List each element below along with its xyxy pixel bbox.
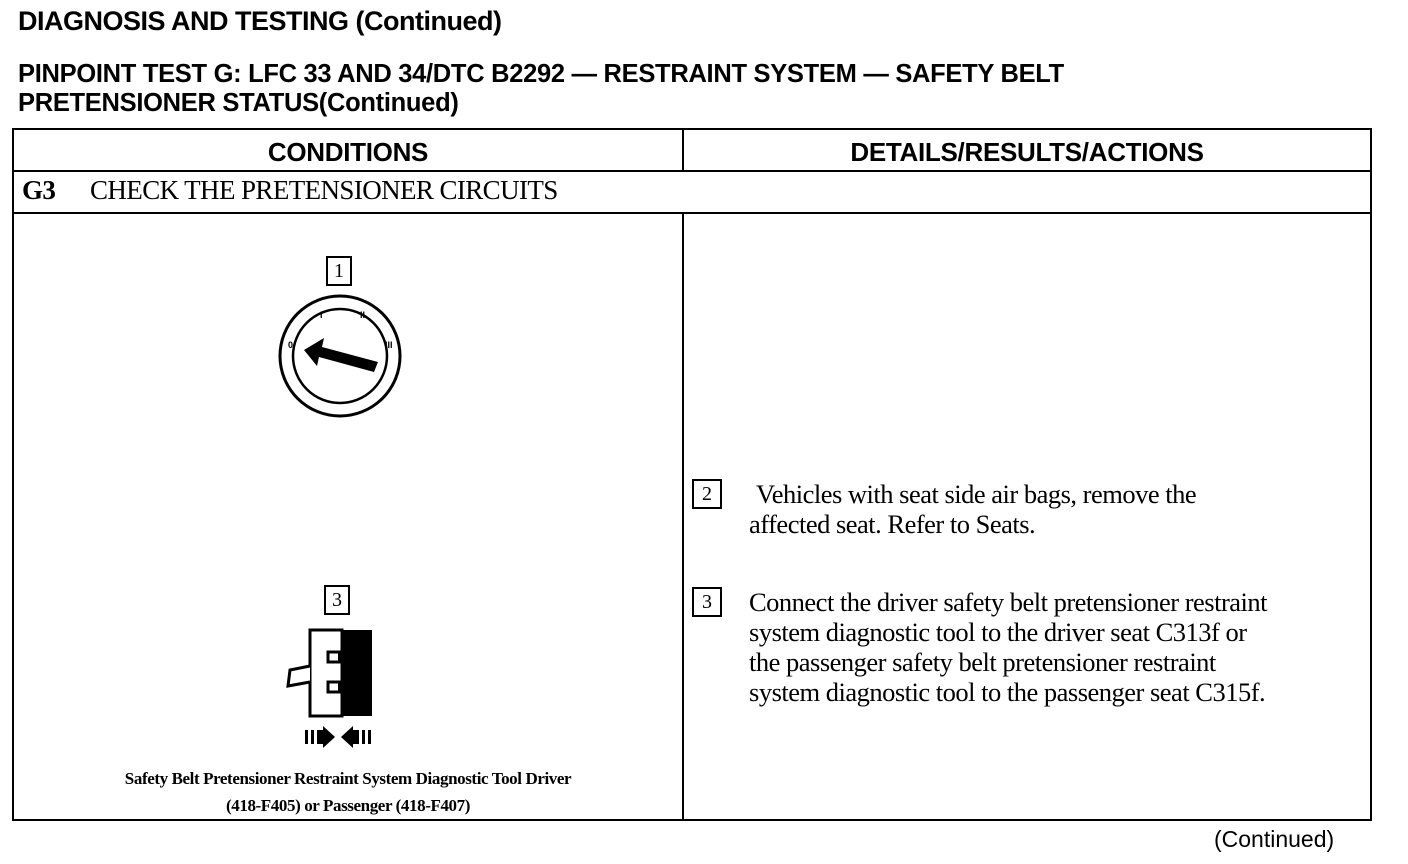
ignition-pos-1: I	[320, 310, 323, 320]
connect-arrows-icon	[305, 724, 377, 750]
ignition-pos-0: 0	[288, 340, 294, 350]
tool-caption-line2: (418-F405) or Passenger (418-F407)	[225, 796, 471, 815]
pinpoint-test-title-line1: PINPOINT TEST G: LFC 33 AND 34/DTC B2292 — RESTRAINT SYSTEM — SAFETY BELT	[18, 60, 1064, 88]
callout-3: 3	[692, 587, 722, 617]
pinpoint-test-title	[18, 60, 1064, 118]
step-row	[14, 172, 1370, 214]
page-title: DIAGNOSIS AND TESTING (Continued)	[18, 6, 502, 36]
tool-caption-line1: Safety Belt Pretensioner Restraint System Diagnostic Tool Driver	[124, 769, 572, 788]
body-column-divider	[682, 214, 684, 819]
details-column-header: DETAILS/RESULTS/ACTIONS	[850, 137, 1204, 167]
table-header-row	[14, 130, 1370, 172]
conditions-column-header: CONDITIONS	[267, 137, 429, 167]
callout-1: 1	[326, 256, 352, 286]
ignition-pos-3: III	[385, 340, 393, 350]
connector-icon	[284, 626, 376, 722]
callout-3-illustration: 3	[324, 585, 350, 615]
action-3-line4: system diagnostic tool to the passenger seat C315f.	[749, 677, 1266, 707]
action-3-line3: the passenger safety belt pretensioner restraint	[749, 647, 1216, 677]
action-3-line2: system diagnostic tool to the driver seat C313f or	[749, 617, 1247, 647]
step-title: CHECK THE PRETENSIONER CIRCUITS	[90, 175, 558, 205]
action-2-line1: Vehicles with seat side air bags, remove the	[756, 479, 1197, 509]
pinpoint-test-table	[12, 128, 1372, 821]
action-3-text	[749, 587, 1267, 707]
callout-2: 2	[692, 479, 722, 509]
ignition-switch-icon	[270, 294, 410, 424]
continued-footer: (Continued)	[1214, 826, 1335, 852]
ignition-pos-2: II	[360, 310, 366, 320]
header-column-divider	[682, 130, 684, 172]
pinpoint-test-title-line2: PRETENSIONER STATUS(Continued)	[18, 89, 459, 117]
action-3-line1: Connect the driver safety belt pretensioner restraint	[749, 587, 1268, 617]
action-2-line2: affected seat. Refer to Seats.	[749, 509, 1036, 539]
step-id: G3	[22, 175, 56, 205]
tool-caption	[14, 765, 682, 819]
